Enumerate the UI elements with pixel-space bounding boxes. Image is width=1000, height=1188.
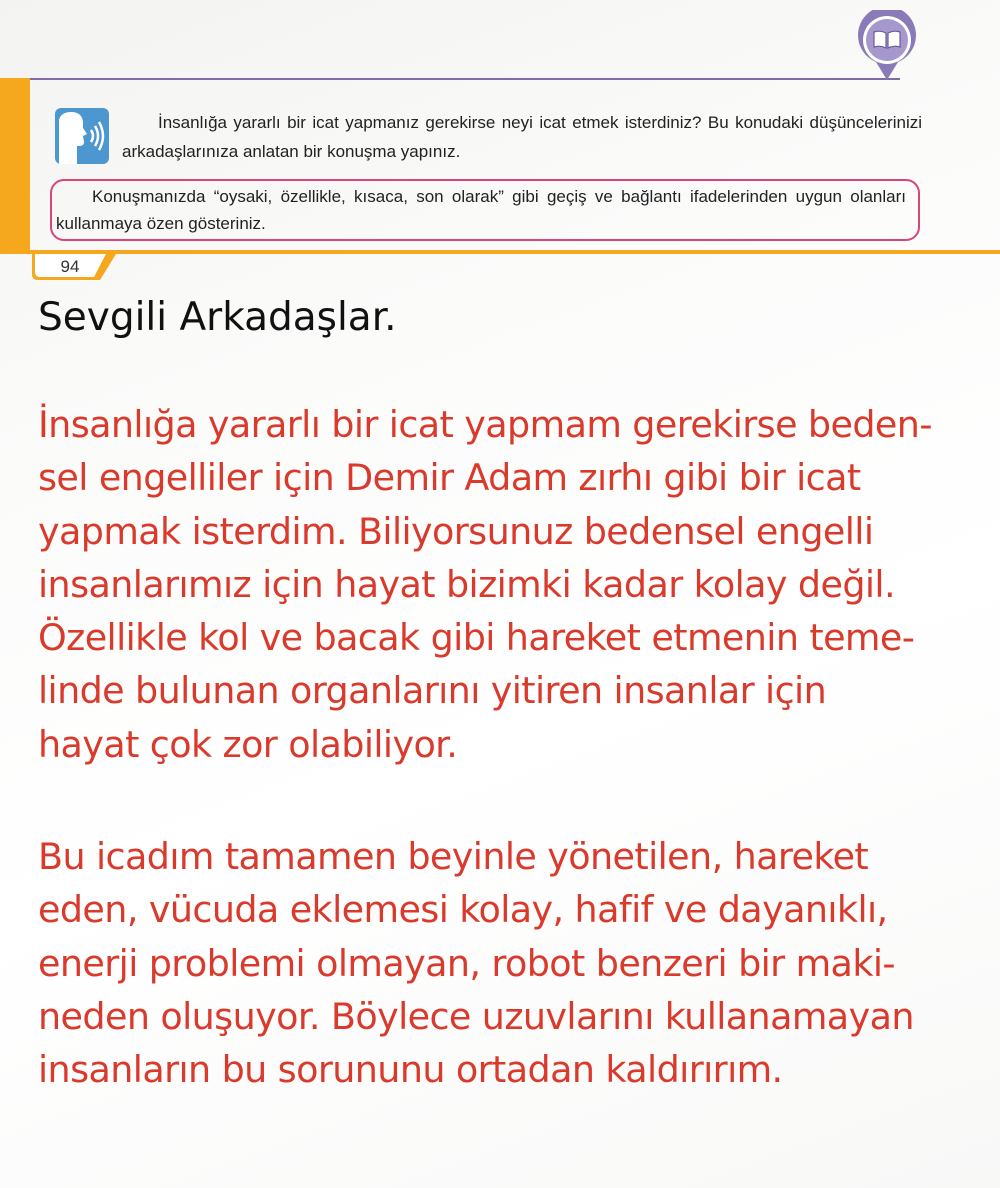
orange-margin-strip [0, 78, 30, 254]
page-number: 94 [60, 257, 80, 276]
paragraph-line: Özellikle kol ve bacak gibi hareket etmenin teme- [38, 616, 915, 660]
paragraph-line: insanların bu sorununu ortadan kaldırırım. [38, 1048, 783, 1092]
paragraph-line: enerji problemi olmayan, robot benzeri bir maki- [38, 941, 895, 985]
paragraph-line: sel engelliler için Demir Adam zırhı gibi bir icat [38, 456, 861, 500]
paragraph-line: neden oluşuyor. Böylece uzuvlarını kullanamayan [38, 994, 914, 1038]
paragraph-line: İnsanlığa yararlı bir icat yapmam gerekirse beden- [38, 403, 932, 446]
speaking-head-icon [55, 108, 109, 164]
paragraph-line: linde bulunan organlarını yitiren insanlar için [38, 669, 827, 713]
answer-paragraph-1 [38, 398, 932, 771]
section-divider [0, 250, 1000, 254]
header-divider [30, 78, 900, 80]
greeting: Sevgili Arkadaşlar. [38, 295, 397, 340]
paragraph-line: yapmak isterdim. Biliyorsunuz bedensel engelli [38, 509, 874, 553]
speaking-prompt: İnsanlığa yararlı bir icat yapmanız gerekirse neyi icat etmek isterdiniz? Bu konudaki düşüncelerinizi arkadaşlarınıza anlatan bir konuşma yapınız. [122, 113, 922, 161]
paragraph-line: Bu icadım tamamen beyinle yönetilen, hareket [38, 835, 869, 878]
paragraph-line: eden, vücuda eklemesi kolay, hafif ve dayanıklı, [38, 888, 888, 932]
open-book-icon [856, 10, 918, 82]
paragraph-line: insanlarımız için hayat bizimki kadar kolay değil. [38, 562, 895, 606]
note-text: Konuşmanızda “oysaki, özellikle, kısaca, son olarak” gibi geçiş ve bağlantı ifadelerinden uygun olanları kullanmaya özen gösteriniz. [56, 187, 906, 233]
paragraph-line: hayat çok zor olabiliyor. [38, 722, 458, 766]
answer-paragraph-2 [38, 830, 914, 1096]
